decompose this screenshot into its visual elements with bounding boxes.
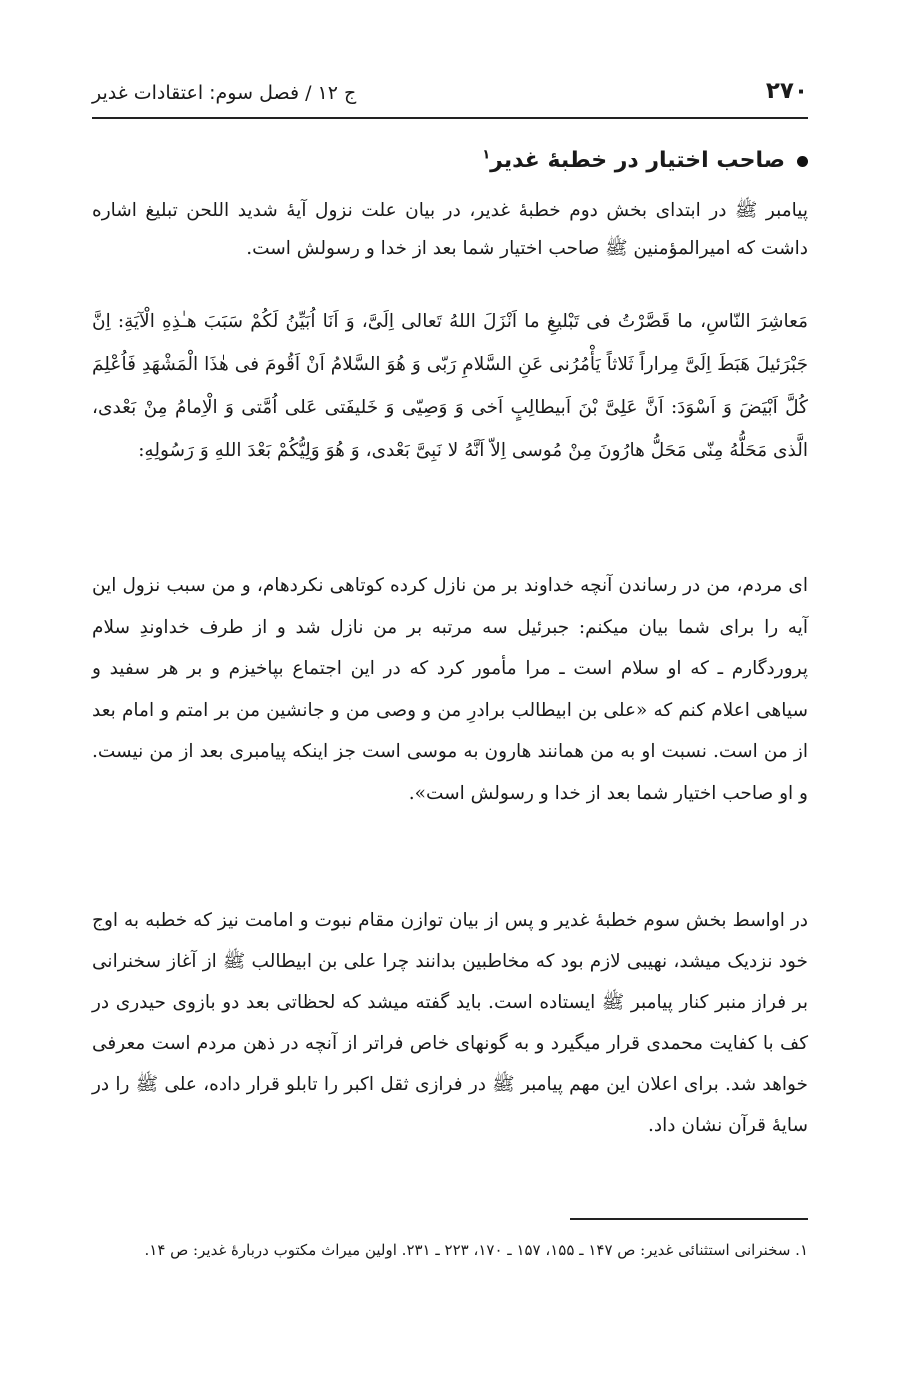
footnote-divider	[570, 1218, 808, 1220]
arabic-quote: مَعاشِرَ النّاسِ، ما قَصَّرْتُ فی تَبْلیغِ ما اَنْزَلَ اللهُ تَعالی اِلَیَّ، وَ اَنَا اُبَیِّنُ لَکُمْ سَبَبَ هـٰذِهِ الْآیَةِ: اِنَّ جَبْرَئیلَ هَبَطَ اِلَیَّ مِراراً ثَلاثاً یَأْمُرُنی عَنِ السَّلامِ رَبّی وَ هُوَ السَّلامُ اَنْ اَقُومَ فی هٰذَا الْمَشْهَدِ فَاُعْلِمَ کُلَّ اَبْیَضَ وَ اَسْوَدَ: اَنَّ عَلِیَّ بْنَ اَبیطالِبٍ اَخی وَ وَصِیّی وَ خَلیفَتی عَلی اُمَّتی وَ الْاِمامُ مِنْ بَعْدی، الَّذی مَحَلُّهُ مِنّی مَحَلُّ هارُونَ مِنْ مُوسی اِلاّ اَنَّهُ لا نَبِیَّ بَعْدی، وَ هُوَ وَلِیُّکُمْ بَعْدَ اللهِ وَ رَسُولِهِ:	[92, 311, 808, 461]
section-heading	[92, 144, 808, 178]
intro-paragraph: پیامبر ﷺ در ابتدای بخش دوم خطبهٔ غدیر، در بیان علت نزول آیهٔ شدید اللحن تبلیغ اشاره داشت که امیرالمؤمنین ﷺ صاحب اختیار شما بعد از خدا و رسولش است.	[92, 200, 808, 259]
body-paragraph: در اواسط بخش سوم خطبهٔ غدیر و پس از بیان توازن مقام نبوت و امامت نیز که خطبه به اوج خود نزدیک میشد، نهیبی لازم بود که مخاطبین بدانند چرا علی بن ابیطالب ﷺ از آغاز سخنرانی بر فراز منبر کنار پیامبر ﷺ ایستاده است. باید گفته میشد که لحظاتی بعد دو بازوی حیدری در کف با کفایت محمدی قرار میگیرد و به گونهای خاص فراتر از آنچه در ذهن مردم است معرفی خواهد شد. برای اعلان این مهم پیامبر ﷺ در فرازی ثقل اکبر را تابلو قرار داده، علی ﷺ را در سایهٔ قرآن نشان داد.	[92, 910, 808, 1136]
footnote-marker: ۱	[482, 147, 491, 163]
bullet-icon	[797, 156, 808, 167]
footnote: ۱. سخنرانی استثنائی غدیر: ص ۱۴۷ ـ ۱۵۵، ۱۵۷ ـ ۱۷۰، ۲۲۳ ـ ۲۳۱. اولین میراث مکتوب دربارهٔ غدیر: ص ۱۴.	[144, 1241, 808, 1259]
page-header	[92, 70, 808, 118]
running-head: ج ۱۲ / فصل سوم: اعتقادات غدیر	[92, 82, 357, 104]
translation-paragraph: ای مردم، من در رساندن آنچه خداوند بر من نازل کرده کوتاهی نکردهام، و من سبب نزول این آیه را برای شما بیان میکنم: جبرئیل سه مرتبه بر من نازل شد و از طرف خداوندِ سلام پروردگارم ـ که او سلام است ـ مرا مأمور کرد که در این اجتماع بپاخیزم و بر هر سفید و سیاهی اعلام کنم که «علی بن ابیطالب برادرِ من و وصی من و جانشین من بر امتم و امام بعد از من است. نسبت او به من همانند هارون به موسی است جز اینکه پیامبری بعد از من نیست. و او صاحب اختیار شما بعد از خدا و رسولش است».	[92, 575, 808, 804]
page-number: ۲۷۰	[765, 78, 808, 104]
header-divider	[92, 117, 808, 119]
section-title: صاحب اختیار در خطبهٔ غدیر	[490, 148, 785, 173]
